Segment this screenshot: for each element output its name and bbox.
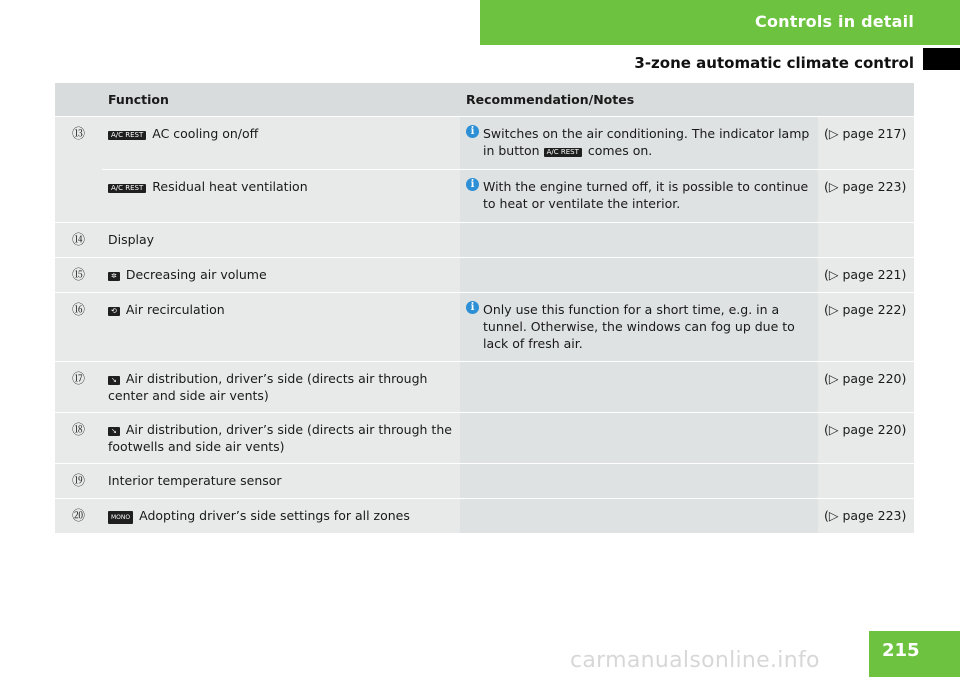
row-number: ⑱: [55, 413, 102, 464]
header-function: Function: [102, 83, 460, 117]
note-cell: [460, 499, 818, 534]
note-cell: i With the engine turned off, it is possible to continue to heat or ventilate the interior.: [460, 170, 818, 223]
table-row: [55, 258, 914, 293]
row-number: ⑭: [55, 223, 102, 258]
note-cell: [460, 362, 818, 413]
page-ref[interactable]: (▷ page 221): [818, 258, 914, 293]
header-page: [818, 83, 914, 117]
header-marker: [923, 48, 960, 70]
info-icon: i: [466, 125, 479, 138]
table-row: [55, 293, 914, 362]
function-cell: ↘ Air distribution, driver’s side (directs air through center and side air vents): [102, 362, 460, 413]
table-row: [55, 499, 914, 534]
page-number: 215: [882, 640, 920, 661]
page-ref[interactable]: (▷ page 220): [818, 413, 914, 464]
page-ref[interactable]: (▷ page 217): [818, 117, 914, 170]
function-cell: MONO Adopting driver’s side settings for all zones: [102, 499, 460, 534]
table-row: [55, 464, 914, 499]
function-table: [55, 83, 914, 534]
function-cell: ⟲ Air recirculation: [102, 293, 460, 362]
note-cell: [460, 413, 818, 464]
mono-icon: MONO: [108, 511, 133, 524]
page-ref[interactable]: (▷ page 223): [818, 170, 914, 223]
row-number: ⑬: [55, 117, 102, 223]
watermark: carmanualsonline.info: [570, 648, 820, 673]
function-cell: A/C REST AC cooling on/off: [102, 117, 460, 170]
table-row: [55, 413, 914, 464]
page-subtitle: 3-zone automatic climate control: [634, 54, 914, 72]
note-cell: i Switches on the air conditioning. The indicator lamp in button A/C REST comes on.: [460, 117, 818, 170]
air-distribution-center-icon: ↘: [108, 376, 120, 385]
recirculation-icon: ⟲: [108, 307, 120, 316]
note-cell: [460, 258, 818, 293]
note-cell: [460, 464, 818, 499]
row-number: ⑳: [55, 499, 102, 534]
note-cell: [460, 223, 818, 258]
ac-rest-icon: A/C REST: [108, 184, 146, 193]
table-header-row: [55, 83, 914, 117]
note-cell: i Only use this function for a short time, e.g. in a tunnel. Otherwise, the windows can fog up due to lack of fresh air.: [460, 293, 818, 362]
page-ref[interactable]: (▷ page 222): [818, 293, 914, 362]
table-row: [55, 117, 914, 170]
info-icon: i: [466, 178, 479, 191]
page-ref: [818, 464, 914, 499]
table-row: [55, 362, 914, 413]
function-cell: A/C REST Residual heat ventilation: [102, 170, 460, 223]
header-recommendation: Recommendation/Notes: [460, 83, 818, 117]
section-title: Controls in detail: [755, 12, 914, 31]
function-cell: Interior temperature sensor: [102, 464, 460, 499]
ac-rest-icon: A/C REST: [544, 148, 582, 157]
page-ref: [818, 223, 914, 258]
page-ref[interactable]: (▷ page 220): [818, 362, 914, 413]
function-cell: ✲ Decreasing air volume: [102, 258, 460, 293]
row-number: ⑯: [55, 293, 102, 362]
row-number: ⑰: [55, 362, 102, 413]
fan-decrease-icon: ✲: [108, 272, 120, 281]
ac-rest-icon: A/C REST: [108, 131, 146, 140]
function-cell: ↘ Air distribution, driver’s side (directs air through the footwells and side air vents): [102, 413, 460, 464]
table-row: [55, 223, 914, 258]
row-number: ⑮: [55, 258, 102, 293]
header-num: [55, 83, 102, 117]
air-distribution-footwell-icon: ↘: [108, 427, 120, 436]
table-row: [55, 170, 914, 223]
row-number: ⑲: [55, 464, 102, 499]
info-icon: i: [466, 301, 479, 314]
function-cell: Display: [102, 223, 460, 258]
page-ref[interactable]: (▷ page 223): [818, 499, 914, 534]
